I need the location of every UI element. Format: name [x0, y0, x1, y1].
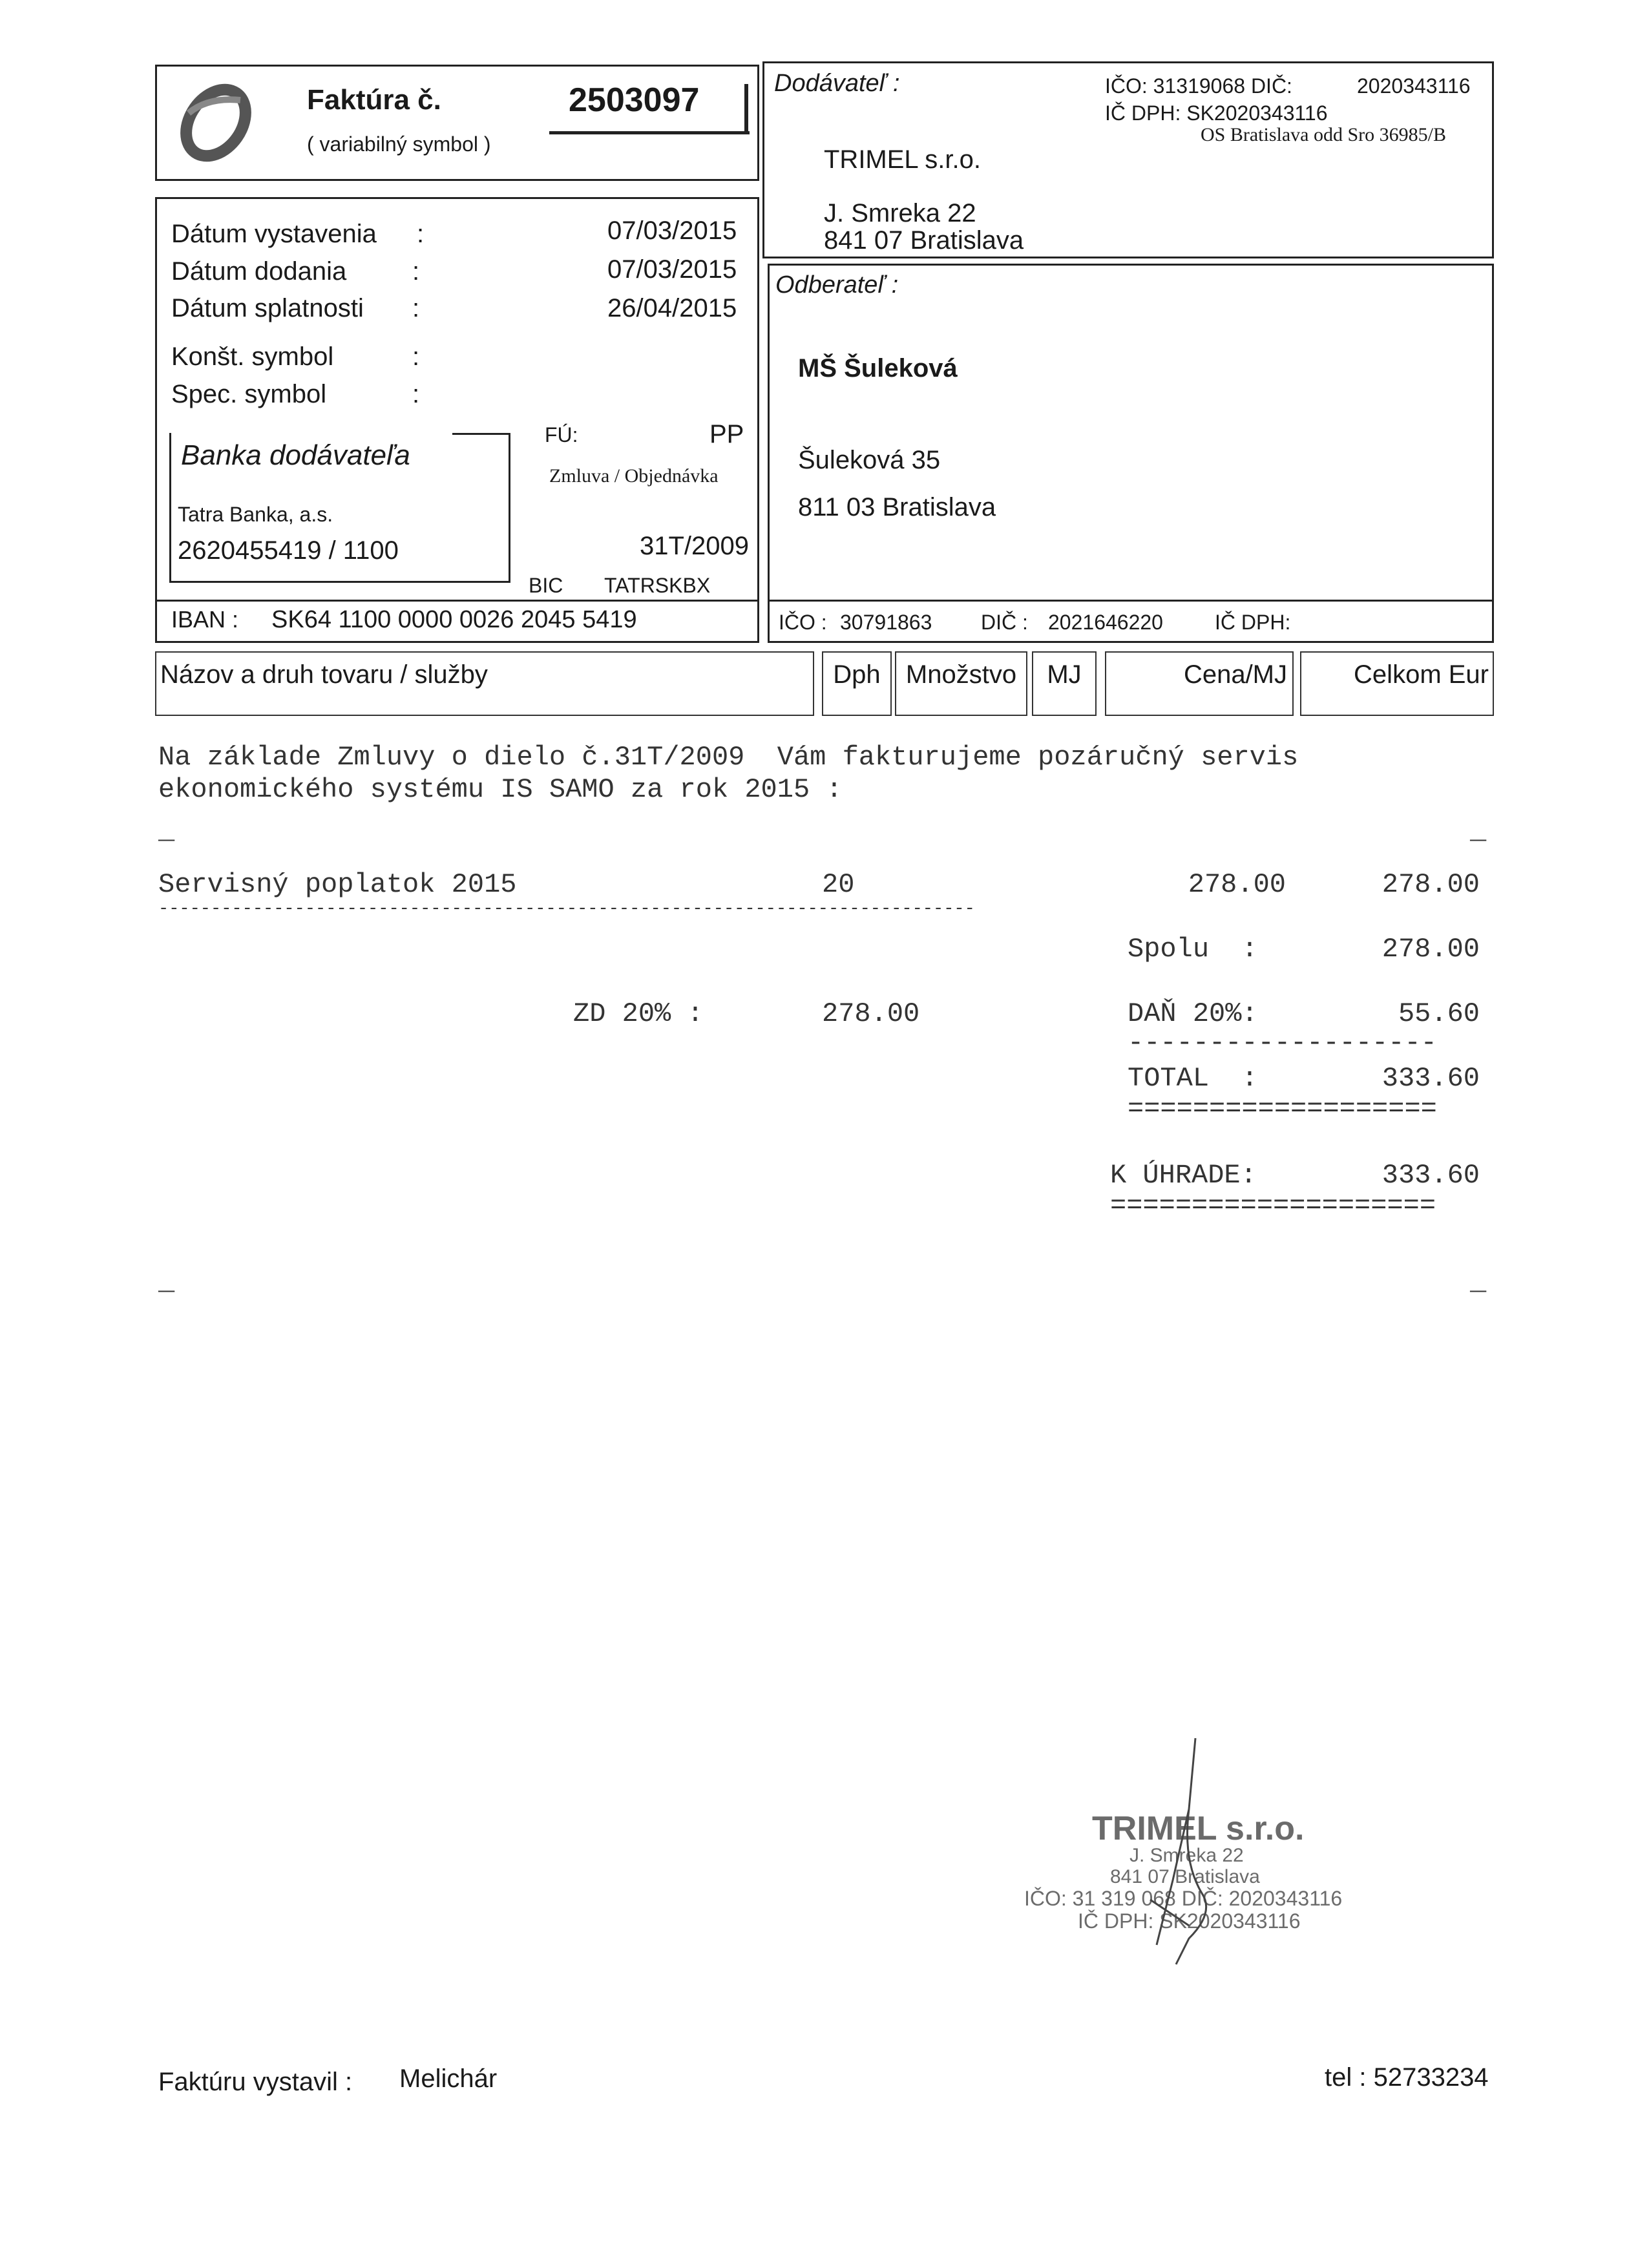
- iban-value: SK64 1100 0000 0026 2045 5419: [271, 606, 637, 633]
- total-rule: ===================: [1128, 1093, 1437, 1124]
- supplier-name: TRIMEL s.r.o.: [824, 145, 982, 174]
- total-value: 333.60: [1381, 1063, 1480, 1094]
- due-date-label: Dátum splatnosti: [171, 294, 364, 322]
- fu-value: PP: [709, 420, 744, 448]
- bic-label: BIC: [529, 574, 563, 597]
- dash-right-1: _: [1470, 815, 1487, 846]
- delivery-date-label: Dátum dodania: [171, 257, 347, 286]
- supplier-street: J. Smreka 22: [824, 199, 976, 227]
- item-unit-price: 278.00: [1188, 869, 1286, 900]
- contract-label: Zmluva / Objednávka: [549, 465, 719, 487]
- issue-date-colon: :: [417, 220, 425, 248]
- iban-separator: [155, 600, 759, 602]
- dan-rule: -------------------: [1128, 1027, 1437, 1058]
- fu-label: FÚ:: [545, 423, 578, 446]
- bic-value: TATRSKBX: [604, 574, 711, 597]
- spolu-value: 278.00: [1381, 934, 1480, 965]
- invoice-number: 2503097: [569, 81, 700, 119]
- intro-line-1: Na základe Zmluvy o diel​o č.31T/2009 Vám fakturujeme pozáručný servis: [158, 742, 1299, 773]
- item-name: Servisný poplatok 2015: [158, 869, 517, 900]
- stamp-street: J. Smreka 22: [1129, 1845, 1244, 1866]
- customer-id-separator: [768, 600, 1494, 602]
- total-label: TOTAL :: [1128, 1063, 1258, 1094]
- footer-tel: tel : 52733234: [1325, 2063, 1489, 2092]
- intro-line-2: ekonomického systému IS SAMO za rok 2015 :: [158, 774, 843, 805]
- col-header-vat: Dph: [822, 651, 892, 716]
- spec-symbol-label: Spec. symbol: [171, 380, 327, 408]
- bank-title: Banka dodávateľa: [181, 439, 410, 471]
- bank-name: Tatra Banka, a.s.: [178, 503, 333, 526]
- invoice-number-underline: [549, 131, 750, 134]
- uhrade-label: K ÚHRADE:: [1110, 1160, 1257, 1191]
- issue-date-label: Dátum vystavenia: [171, 220, 377, 248]
- supplier-icdph: IČ DPH: SK2020343116: [1105, 101, 1328, 125]
- spec-symbol-colon: :: [412, 380, 420, 408]
- customer-name: MŠ Šuleková: [798, 354, 958, 383]
- bank-box-top-line: [452, 433, 510, 435]
- dash-left-2: _: [158, 1266, 175, 1297]
- col-header-item: Názov a druh tovaru / služby: [155, 651, 814, 716]
- dan-label: DAŇ 20%:: [1128, 998, 1258, 1029]
- dan-value: 55.60: [1398, 998, 1480, 1029]
- stamp-city: 841 07 Bratislava: [1110, 1866, 1260, 1887]
- supplier-ico: IČO: 31319068 DIČ:: [1105, 74, 1292, 98]
- dash-right-2: _: [1470, 1266, 1487, 1297]
- customer-icdph-label: IČ DPH:: [1215, 611, 1291, 634]
- stamp-ico: IČO: 31 319 068 DIČ: 2020343116: [1024, 1887, 1343, 1910]
- supplier-city: 841 07 Bratislava: [824, 226, 1024, 255]
- customer-dic-label: DIČ :: [981, 611, 1028, 634]
- uhrade-rule: ====================: [1110, 1190, 1436, 1221]
- due-date-value: 26/04/2015: [607, 294, 737, 322]
- signature: [1111, 1732, 1241, 2016]
- stamp-icdph: IČ DPH: SK2020343116: [1078, 1909, 1301, 1933]
- const-symbol-colon: :: [412, 342, 420, 371]
- issued-by-label: Faktúru vystavil :: [158, 2068, 353, 2096]
- supplier-register: OS Bratislava odd Sro 36985/B: [1201, 124, 1446, 145]
- iban-label: IBAN :: [171, 606, 239, 633]
- customer-city: 811 03 Bratislava: [798, 493, 996, 521]
- zd-label: ZD 20% :: [573, 998, 704, 1029]
- const-symbol-label: Konšt. symbol: [171, 342, 334, 371]
- bank-account: 2620455419 / 1100: [178, 536, 399, 565]
- col-header-unit: MJ: [1032, 651, 1097, 716]
- uhrade-value: 333.60: [1381, 1160, 1480, 1191]
- issued-by-name: Melichár: [399, 2064, 498, 2093]
- invoice-number-bracket: [744, 84, 748, 134]
- zd-value: 278.00: [822, 998, 920, 1029]
- item-total: 278.00: [1381, 869, 1480, 900]
- spolu-label: Spolu :: [1128, 934, 1258, 965]
- customer-ico-value: 30791863: [840, 611, 932, 634]
- customer-ico-label: IČO :: [779, 611, 827, 634]
- customer-street: Šuleková 35: [798, 446, 941, 474]
- col-header-qty: Množstvo: [895, 651, 1027, 716]
- invoice-label: Faktúra č.: [307, 84, 441, 116]
- issue-date-value: 07/03/2015: [607, 216, 737, 245]
- item-vat: 20: [822, 869, 855, 900]
- supplier-dic: 2020343116: [1357, 74, 1471, 98]
- customer-dic-value: 2021646220: [1048, 611, 1163, 634]
- variable-symbol-label: ( variabilný symbol ): [307, 132, 491, 156]
- dash-left-1: _: [158, 815, 175, 846]
- contract-value: 31T/2009: [640, 532, 750, 560]
- delivery-date-value: 07/03/2015: [607, 255, 737, 284]
- customer-label: Odberateľ :: [775, 271, 899, 299]
- delivery-date-colon: :: [412, 257, 420, 286]
- due-date-colon: :: [412, 294, 420, 322]
- supplier-label: Dodávateľ :: [774, 70, 900, 97]
- stamp-company: TRIMEL s.r.o.: [1092, 1810, 1305, 1847]
- col-header-total: Celkom Eur: [1300, 651, 1494, 716]
- col-header-unit-price: Cena/MJ: [1105, 651, 1294, 716]
- company-logo: [169, 78, 260, 168]
- item-rule: ------------------------------------------------------------------------------: [158, 899, 975, 919]
